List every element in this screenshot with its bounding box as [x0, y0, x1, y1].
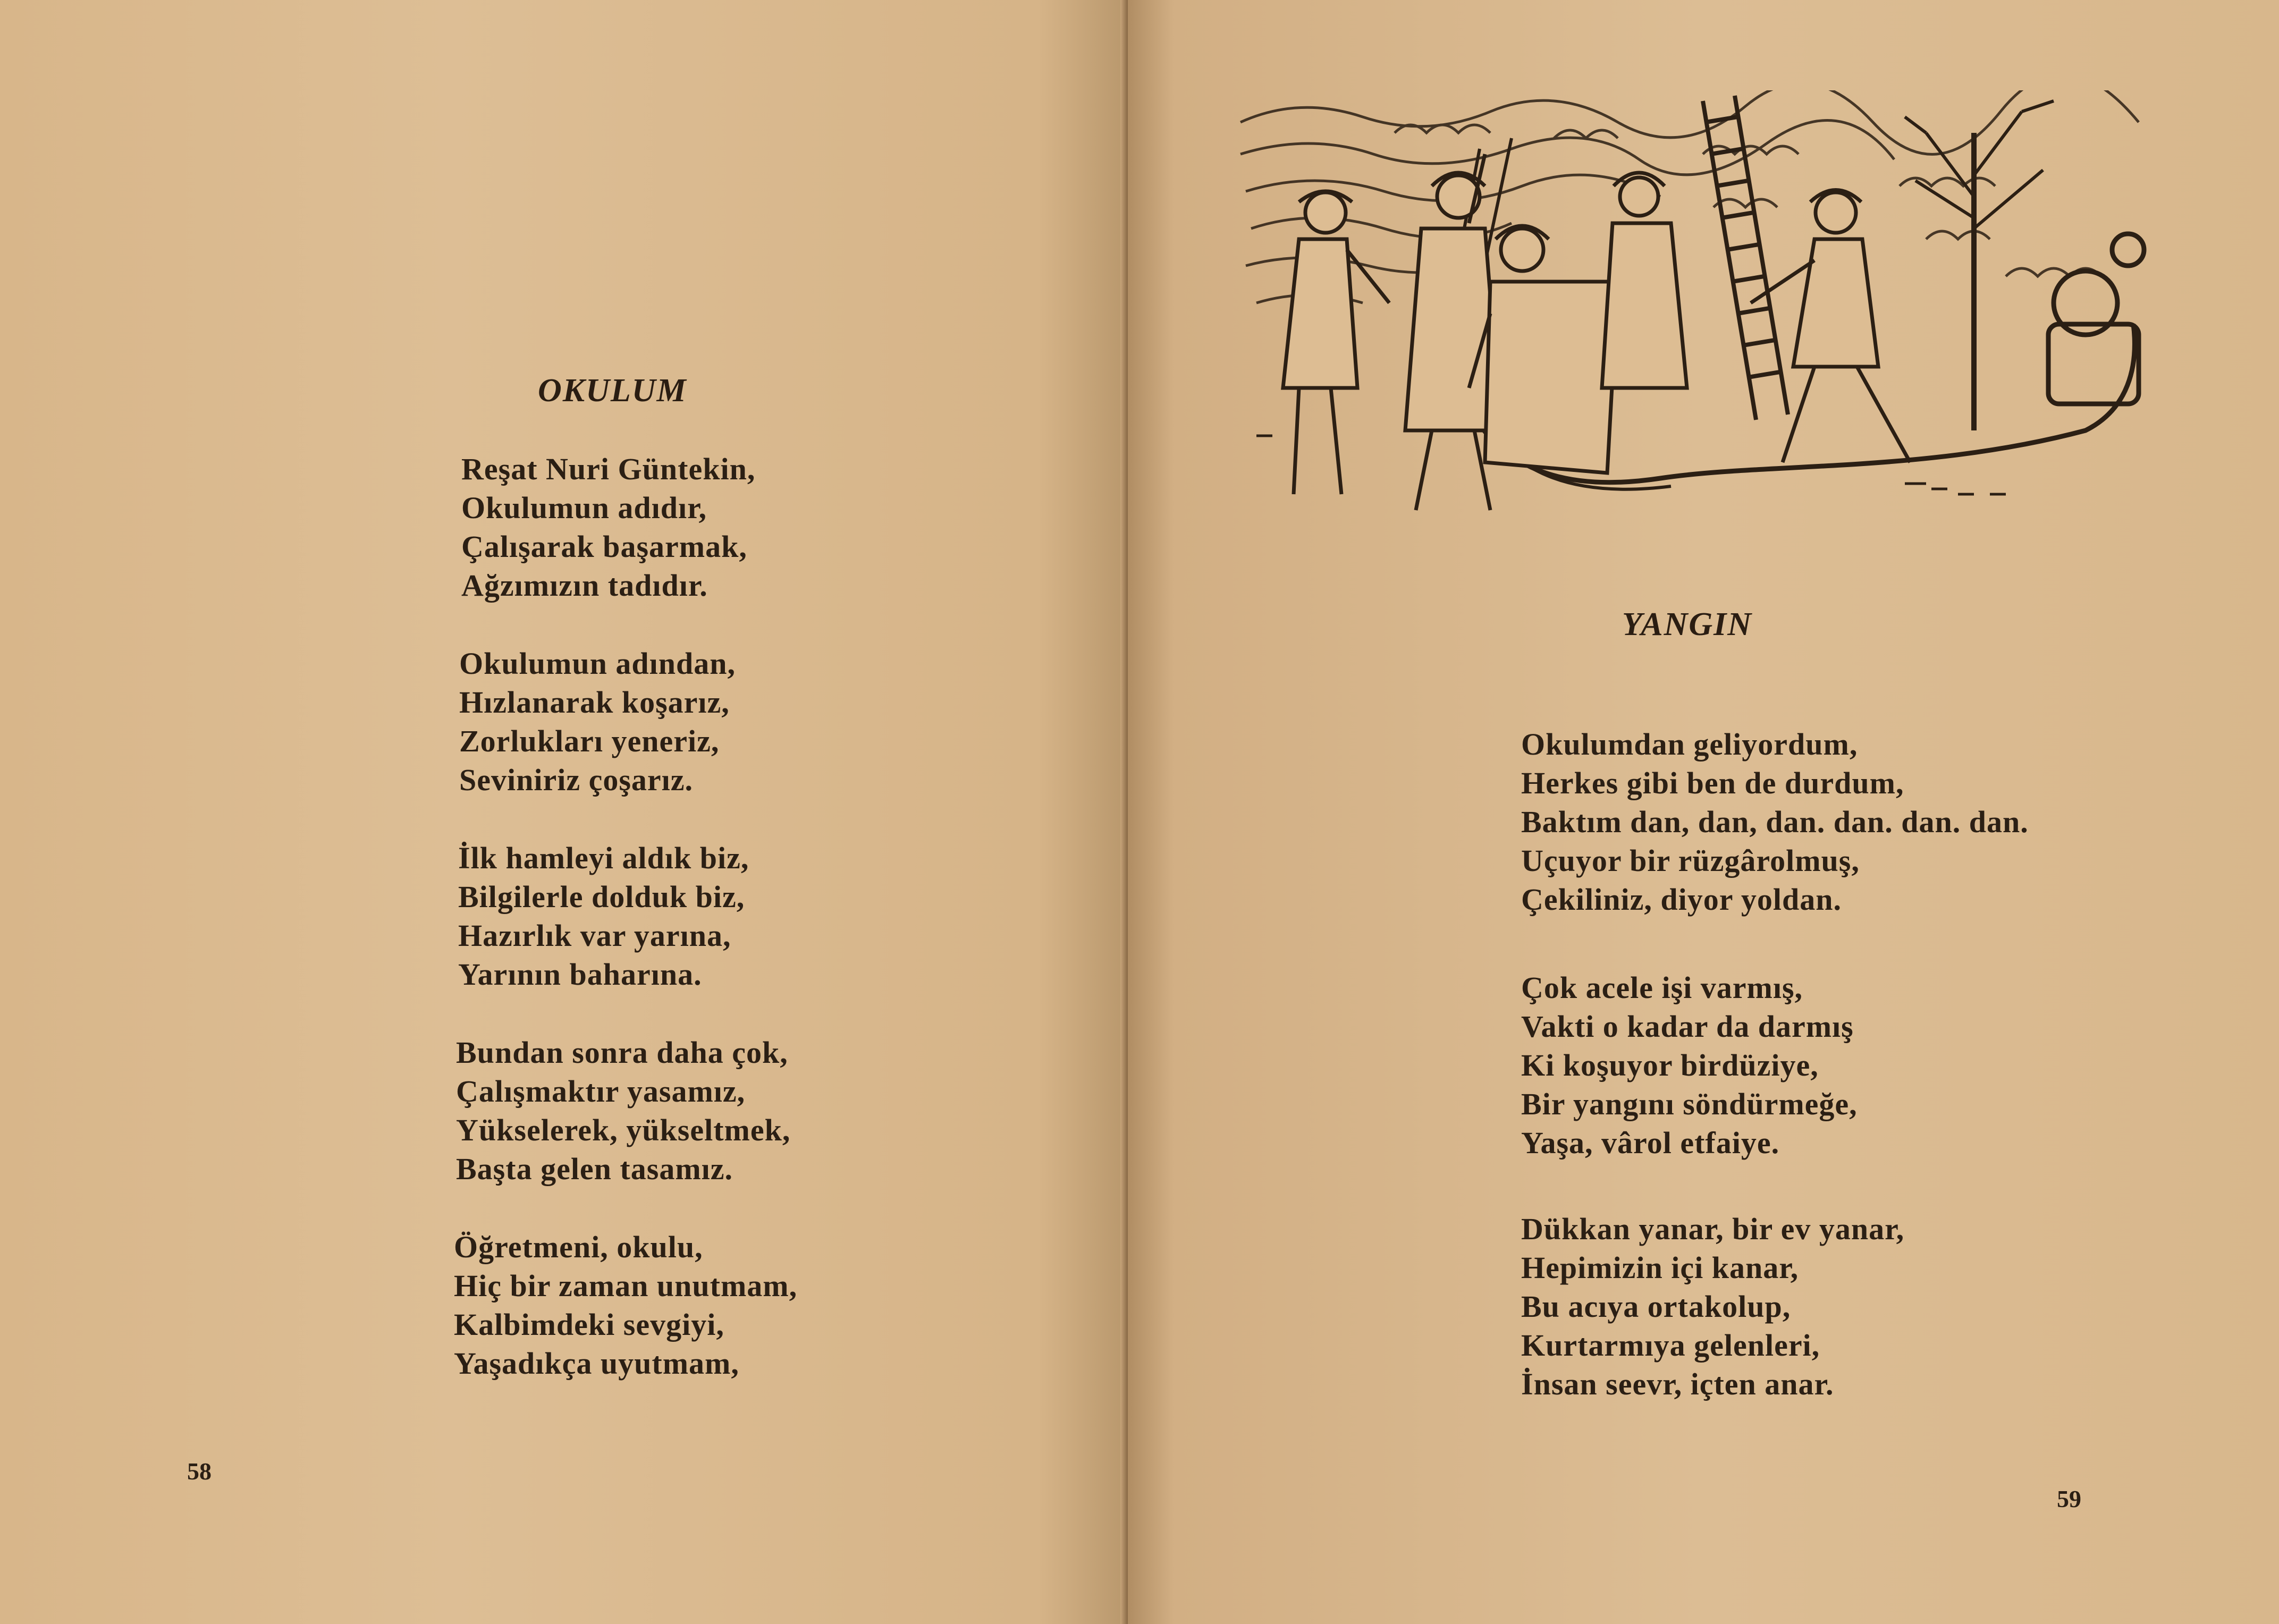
poem-line: Bundan sonra daha çok, — [456, 1035, 788, 1070]
poem-line: Okulumun adından, — [459, 646, 736, 681]
poem-line: Okulumun adıdır, — [461, 490, 707, 525]
page-number-right: 59 — [2057, 1485, 2081, 1512]
poem-line: Çekiliniz, diyor yoldan. — [1521, 882, 1842, 917]
poem-line: Bu acıya ortakolup, — [1521, 1289, 1791, 1324]
poem-line: Ki koşuyor birdüziye, — [1521, 1048, 1819, 1082]
poem-line: Dükkan yanar, bir ev yanar, — [1521, 1212, 1905, 1246]
ladder — [1703, 96, 1788, 420]
firefighters-illustration — [1235, 90, 2149, 515]
poem-line: Reşat Nuri Güntekin, — [461, 452, 756, 486]
stanza-3 — [458, 839, 749, 994]
stanza-2 — [1521, 968, 1858, 1162]
poem-line: Yükselerek, yükseltmek, — [456, 1113, 791, 1147]
poem-line: Yaşadıkça uyutmam, — [454, 1346, 739, 1381]
stanza-5 — [454, 1228, 797, 1383]
ground-marks — [1256, 436, 2006, 494]
poem-line: Hepimizin içi kanar, — [1521, 1250, 1799, 1285]
poem-line: Herkes gibi ben de durdum, — [1521, 766, 1904, 800]
firefighter-figures — [1283, 154, 1910, 510]
poem-title-yangin: YANGIN — [1622, 606, 1753, 642]
stanza-2 — [459, 644, 736, 799]
poem-line: Bir yangını söndürmeğe, — [1521, 1087, 1858, 1121]
poem-line: Bilgilerle dolduk biz, — [458, 879, 745, 914]
poem-line: Baktım dan, dan, dan. dan. dan. dan. — [1521, 805, 2029, 839]
tree — [1905, 101, 2054, 430]
poem-line: Hazırlık var yarına, — [458, 918, 731, 953]
poem-line: Hızlanarak koşarız, — [459, 685, 730, 720]
stanza-3 — [1521, 1209, 1904, 1403]
poem-line: Okulumdan geliyordum, — [1521, 727, 1858, 762]
poem-line: Çalışarak başarmak, — [461, 529, 747, 564]
page-number-left: 58 — [187, 1458, 212, 1485]
poem-line: Zorlukları yeneriz, — [459, 724, 720, 758]
poem-line: Çalışmaktır yasamız, — [456, 1074, 746, 1109]
left-page — [0, 0, 1128, 1624]
smoke-clouds — [1240, 90, 2139, 303]
stanza-1 — [1521, 725, 2029, 919]
poem-line: Çok acele işi varmış, — [1521, 970, 1803, 1005]
poem-line: Yarının baharına. — [458, 957, 702, 992]
stanza-4 — [456, 1033, 790, 1188]
poem-line: Hiç bir zaman unutmam, — [454, 1268, 798, 1303]
poem-line: İlk hamleyi aldık biz, — [458, 841, 749, 875]
poem-line: Yaşa, vârol etfaiye. — [1521, 1126, 1780, 1160]
poem-line: Seviniriz çoşarız. — [459, 763, 694, 797]
poem-line: Vakti o kadar da darmış — [1521, 1009, 1854, 1044]
poem-title-okulum: OKULUM — [538, 373, 687, 409]
stanza-1 — [461, 450, 755, 605]
poem-line: Ağzımızın tadıdır. — [461, 568, 708, 603]
poem-line: Öğretmeni, okulu, — [454, 1230, 703, 1264]
poem-line: Uçuyor bir rüzgârolmuş, — [1521, 843, 1860, 878]
poem-line: Kalbimdeki sevgiyi, — [454, 1307, 724, 1342]
poem-line: Başta gelen tasamız. — [456, 1152, 733, 1186]
poem-line: Kurtarmıya gelenleri, — [1521, 1328, 1820, 1363]
poem-line: İnsan seevr, içten anar. — [1521, 1367, 1834, 1401]
